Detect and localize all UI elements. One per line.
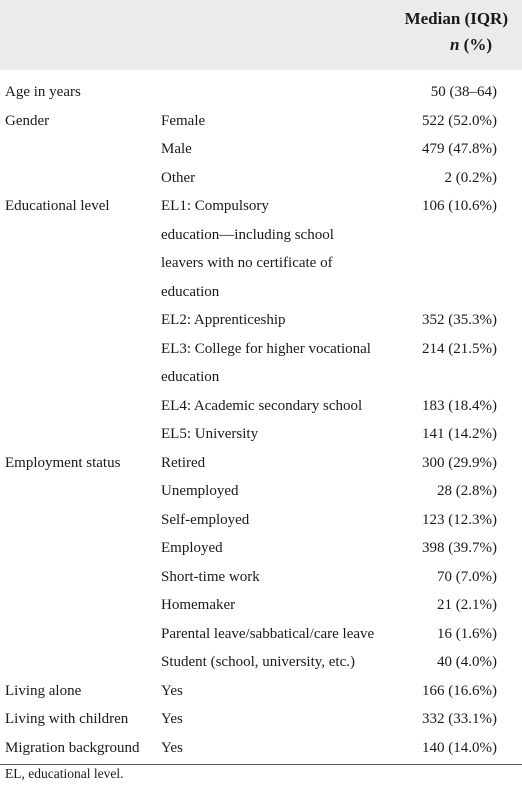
row-value: 352 (35.3%) <box>422 312 497 328</box>
row-subcategory: Unemployed <box>161 483 239 499</box>
row-category: Living with children <box>5 711 129 727</box>
table-row <box>0 648 522 677</box>
row-subcategory: Retired <box>161 454 206 471</box>
row-subcategory: Parental leave/sabbatical/care leave <box>161 625 375 642</box>
row-value: 123 (12.3%) <box>422 511 497 528</box>
row-value: 166 (16.6%) <box>422 682 497 699</box>
table-row <box>0 306 522 335</box>
row-value: 70 (7.0%) <box>437 568 497 585</box>
row-value: 140 (14.0%) <box>422 739 497 756</box>
table-row <box>0 420 522 449</box>
row-subcategory: Homemaker <box>161 597 236 613</box>
row-subcategory: education <box>161 283 220 300</box>
table-row <box>0 392 522 421</box>
row-subcategory: EL3: College for higher vocational <box>161 340 371 357</box>
header-n: n <box>449 35 460 54</box>
table-row <box>0 563 522 592</box>
row-value: 183 (18.4%) <box>422 397 497 414</box>
row-category: Age in years <box>5 84 81 100</box>
table-row <box>0 449 522 478</box>
row-value: 332 (33.1%) <box>422 711 497 727</box>
row-subcategory: EL1: Compulsory <box>161 198 269 214</box>
table-row <box>0 477 522 506</box>
row-subcategory: Other <box>161 169 196 186</box>
row-subcategory: education <box>161 369 220 385</box>
row-subcategory: Short-time work <box>161 568 260 585</box>
row-subcategory: Yes <box>161 682 183 699</box>
row-subcategory: Self-employed <box>161 511 250 528</box>
row-subcategory: Male <box>161 141 192 157</box>
table-row <box>0 363 522 392</box>
row-value: 21 (2.1%) <box>437 597 497 613</box>
table-row <box>0 677 522 706</box>
row-value: 300 (29.9%) <box>422 454 497 471</box>
row-subcategory: Yes <box>161 711 183 727</box>
table-header <box>0 0 522 70</box>
row-value: 398 (39.7%) <box>422 540 497 556</box>
header-percent: (%) <box>463 35 492 54</box>
table-row <box>0 591 522 620</box>
table-row <box>0 620 522 649</box>
row-subcategory: EL5: University <box>161 426 259 442</box>
header-n-percent <box>450 35 492 55</box>
table-row <box>0 278 522 307</box>
table-row <box>0 734 522 763</box>
row-category: Living alone <box>5 682 82 699</box>
table-row <box>0 164 522 193</box>
row-value: 106 (10.6%) <box>422 198 497 214</box>
table-row <box>0 192 522 221</box>
table-row <box>0 135 522 164</box>
row-subcategory: EL2: Apprenticeship <box>161 312 286 328</box>
row-value: 16 (1.6%) <box>437 625 497 642</box>
row-category: Migration background <box>5 739 140 756</box>
row-subcategory: Employed <box>161 540 223 556</box>
table-row <box>0 78 522 107</box>
row-subcategory: Yes <box>161 739 183 756</box>
table-row <box>0 506 522 535</box>
row-subcategory: Female <box>161 112 206 129</box>
row-category: Employment status <box>5 454 121 471</box>
table-row <box>0 249 522 278</box>
row-category: Educational level <box>5 198 110 214</box>
table-row <box>0 107 522 136</box>
table-row <box>0 534 522 563</box>
row-value: 50 (38–64) <box>430 84 497 100</box>
row-subcategory: EL4: Academic secondary school <box>161 397 363 414</box>
row-subcategory: education—including school <box>161 226 334 243</box>
row-value: 141 (14.2%) <box>422 426 497 442</box>
header-median-iqr: Median (IQR) <box>404 9 508 28</box>
table-row <box>0 335 522 364</box>
row-value: 28 (2.8%) <box>437 483 497 499</box>
table-bottom-rule <box>0 764 522 765</box>
table-row <box>0 705 522 734</box>
row-category: Gender <box>5 112 50 129</box>
row-value: 214 (21.5%) <box>422 340 497 357</box>
row-value: 479 (47.8%) <box>422 141 497 157</box>
row-value: 522 (52.0%) <box>422 112 497 129</box>
row-subcategory: leavers with no certificate of <box>161 255 333 271</box>
row-value: 40 (4.0%) <box>437 654 497 670</box>
table-footnote: EL, educational level. <box>5 766 124 781</box>
row-subcategory: Student (school, university, etc.) <box>161 654 355 670</box>
row-value: 2 (0.2%) <box>444 169 497 186</box>
table-row <box>0 221 522 250</box>
